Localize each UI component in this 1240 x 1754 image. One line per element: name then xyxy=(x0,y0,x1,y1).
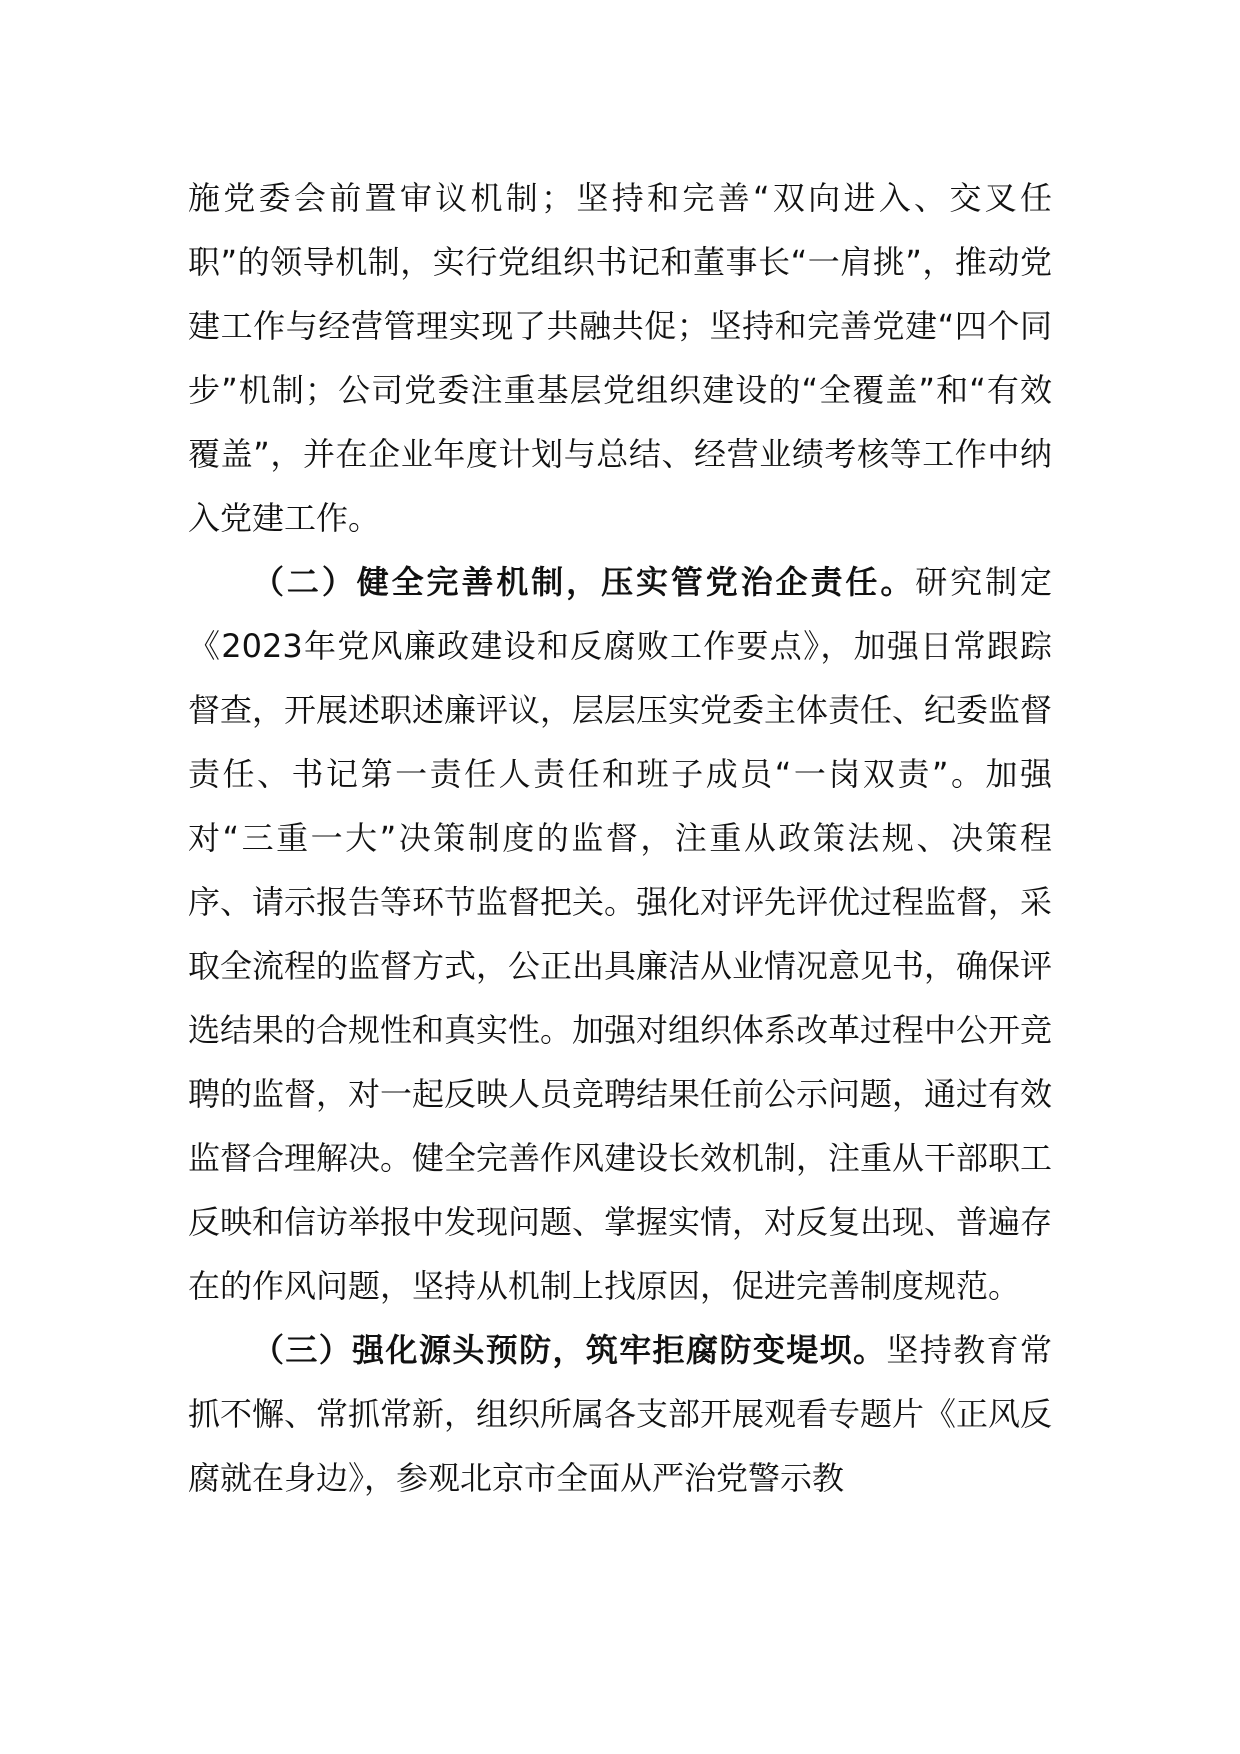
paragraph-continuation xyxy=(188,166,1052,550)
paragraph-section-2 xyxy=(188,550,1052,1318)
document-page xyxy=(188,166,1052,1510)
paragraph-text: 施党委会前置审议机制；坚持和完善“双向进入、交叉任职”的领导机制，实行党组织书记和董事长“一肩挑”，推动党建工作与经营管理实现了共融共促；坚持和完善党建“四个同步”机制；公司党委注重基层党组织建设的“全覆盖”和“有效覆盖”，并在企业年度计划与总结、经营业绩考核等工作中纳入党建工作。 xyxy=(188,179,1052,537)
section-heading: （二）健全完善机制，压实管党治企责任。 xyxy=(252,563,916,601)
paragraph-section-3 xyxy=(188,1318,1052,1510)
paragraph-text: 坚持教育常抓不懈、常抓常新，组织所属各支部开展观看专题片《正风反腐就在身边》，参观北京市全面从严治党警示教 xyxy=(188,1331,1053,1497)
paragraph-text: 研究制定《2023年党风廉政建设和反腐败工作要点》，加强日常跟踪督查，开展述职述廉评议，层层压实党委主体责任、纪委监督责任、书记第一责任人责任和班子成员“一岗双责”。加强对“三重一大”决策制度的监督，注重从政策法规、决策程序、请示报告等环节监督把关。强化对评先评优过程监督，采取全流程的监督方式，公正出具廉洁从业情况意见书，确保评选结果的合规性和真实性。加强对组织体系改革过程中公开竞聘的监督，对一起反映人员竞聘结果任前公示问题，通过有效监督合理解决。健全完善作风建设长效机制，注重从干部职工反映和信访举报中发现问题、掌握实情，对反复出现、普遍存在的作风问题，坚持从机制上找原因，促进完善制度规范。 xyxy=(188,563,1053,1305)
section-heading: （三）强化源头预防，筑牢拒腐防变堤坝。 xyxy=(252,1331,887,1369)
